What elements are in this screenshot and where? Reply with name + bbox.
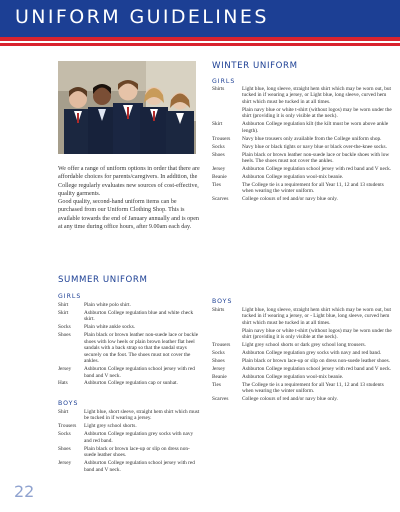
winter-boys-list [212, 307, 392, 404]
students-photo-illustration [58, 61, 196, 154]
list-item [212, 358, 392, 364]
header-banner [0, 0, 400, 37]
list-item [58, 324, 200, 330]
item-label: Scarves [212, 396, 229, 403]
item-label: Socks [212, 350, 225, 357]
item-value: Navy blue trousers only available from the College uniform shop. [242, 135, 382, 142]
list-item [58, 446, 200, 459]
intro-paragraph-2: Good quality, second-hand uniform items can be purchased from our Uniform Clothing Shop. This is available towards the end of January annually and is open at any time during office hours, after 9.00am each day. [58, 199, 199, 230]
item-value: Plain white polo shirt. [84, 302, 131, 308]
item-value: Light blue, short sleeve, straight hem shirt which must be tucked in if wearing a jersey. [84, 409, 200, 422]
item-label [212, 328, 242, 341]
list-item [212, 86, 392, 105]
summer-uniform-heading: SUMMER UNIFORM [58, 275, 148, 285]
item-label: Trousers [212, 135, 231, 142]
list-item [58, 380, 200, 386]
list-item [212, 152, 392, 165]
list-item [58, 332, 200, 364]
list-item [212, 350, 392, 356]
winter-boys-heading: BOYS [212, 298, 233, 305]
list-item [58, 431, 200, 444]
item-value: Ashburton College regulation school jersey with red band and V neck. [242, 165, 392, 172]
item-value: Plain black or brown lace-up or slip on dress non-suede leather shoes. [242, 358, 390, 365]
item-label: Skirt [58, 309, 69, 316]
item-label: Jersey [58, 366, 72, 373]
item-value: Light grey school shorts. [84, 423, 137, 430]
item-label: Scarves [212, 196, 229, 203]
item-value: Ashburton College regulation blue and white check skirt. [84, 309, 194, 323]
item-label: Socks [58, 431, 71, 438]
item-label: Shoes [212, 151, 225, 158]
item-value: College colours of red and/or navy blue only. [242, 196, 338, 203]
list-item [212, 121, 392, 134]
list-item [212, 396, 392, 402]
item-value: Ashburton College regulation grey socks with navy and red band. [84, 431, 194, 444]
item-value: Ashburton College regulation wool-mix beanie. [242, 374, 344, 381]
item-label: Shoes [58, 332, 71, 339]
red-stripe-lower [0, 43, 400, 46]
item-value: Ashburton College regulation grey socks with navy and red band. [242, 350, 382, 357]
item-label: Jersey [212, 366, 226, 373]
list-item [212, 342, 392, 348]
winter-uniform-heading: WINTER UNIFORM [212, 61, 298, 71]
item-value: Light blue, long sleeve, straight hem shirt which may be worn out, but tucked in if wearing a jersey, or - Light blue, long sleeve, curved hem shirt which must be tucked in at all times. [242, 307, 392, 326]
item-label: Hats [58, 380, 68, 387]
summer-girls-list [58, 302, 200, 388]
item-value: Light grey school shorts or dark grey school long trousers. [242, 342, 366, 349]
item-value: The College tie is a requirement for all Year 11, 12 and 13 students when wearing the winter uniform. [242, 382, 384, 395]
item-label: Shirts [212, 307, 225, 313]
item-value: Ashburton College regulation cap or sunhat. [84, 380, 178, 387]
list-item [58, 302, 200, 308]
item-value: Ashburton College regulation school jersey with red band and V neck. [84, 366, 195, 379]
item-value: Plain navy blue or white t-shirt (without logos) may be worn under the shirt (providing it is only visible at the neck). [242, 106, 392, 120]
item-value: The College tie is a requirement for all Year 11, 12 and 13 students when wearing the winter uniform. [242, 181, 384, 195]
summer-girls-heading: GIRLS [58, 293, 82, 300]
list-item [212, 166, 392, 172]
intro-paragraph-1: We offer a range of uniform options in order that there are affordable choices for parents/caregivers. In addition, the College regularly evaluates new sources of cost-effective, quality garments. [58, 166, 200, 197]
item-value: Plain navy blue or white t-shirt (without logos) may be worn under the shirt (providing it is only visible at the neck). [242, 327, 392, 341]
list-item [58, 310, 200, 323]
summer-boys-heading: BOYS [58, 400, 79, 407]
list-item [212, 374, 392, 380]
item-value: Light blue, long sleeve, straight hem shirt which may be worn out, but tucked in if wearing a jersey, or Light blue, long sleeve, curved hem shirt which must be tucked in at all times. [242, 86, 392, 105]
students-photo [58, 61, 196, 154]
page-title: UNIFORM GUIDELINES [15, 6, 269, 28]
list-item [212, 144, 392, 150]
list-item [212, 174, 392, 180]
item-label: Shirt [58, 409, 69, 415]
item-label: Trousers [58, 423, 77, 430]
item-value: Ashburton College regulation school jersey with red band and V neck. [84, 460, 195, 473]
item-label: Socks [212, 143, 225, 150]
list-item [212, 382, 392, 395]
item-label: Shoes [58, 445, 71, 452]
item-label: Ties [212, 382, 221, 389]
list-item [212, 136, 392, 142]
item-value: Ashburton College regulation school jersey with red band and V neck. [242, 366, 392, 373]
item-value: Plain black or brown leather non-suede lace or buckle shoes with low heels. The shoes must not cover the ankles. [242, 151, 390, 165]
item-label: Jersey [58, 460, 72, 467]
list-item [212, 307, 392, 326]
item-value: Navy blue or black tights or navy blue or black over-the-knee socks. [242, 143, 387, 150]
list-item [58, 409, 200, 422]
item-label: Shirts [212, 86, 225, 92]
item-label: Jersey [212, 165, 226, 172]
list-item [212, 328, 392, 341]
item-value: Ashburton College regulation kilt (the kilt must be worn above ankle length). [242, 121, 389, 134]
item-label: Ties [212, 181, 221, 188]
list-item [212, 182, 392, 195]
list-item [58, 366, 200, 379]
item-label [212, 107, 242, 120]
item-label: Skirt [212, 121, 223, 128]
list-item [212, 366, 392, 372]
item-label: Trousers [212, 342, 231, 349]
item-label: Shoes [212, 358, 225, 365]
list-item [58, 423, 200, 429]
summer-boys-list [58, 409, 200, 475]
item-label: Shirt [58, 302, 69, 308]
item-value: Plain black or brown lace-up or slip on dress non-suede leather shoes. [84, 445, 190, 459]
item-value: Plain white ankle socks. [84, 324, 136, 331]
intro-text [58, 165, 200, 231]
list-item [212, 107, 392, 120]
list-item [212, 196, 392, 202]
page-number: 22 [14, 482, 35, 501]
item-value: College colours of red and/or navy blue only. [242, 396, 338, 403]
item-label: Socks [58, 324, 71, 331]
item-label: Beanie [212, 374, 227, 381]
list-item [58, 460, 200, 473]
winter-girls-list [212, 86, 392, 204]
winter-girls-heading: GIRLS [212, 78, 236, 85]
item-value: Plain black or brown leather non-suede lace or buckle shoes with low heels or plain brown leather flat heel sandals with a back strap so that the sandal stays securely on the foot. The shoes must not cover the ankles. [84, 332, 199, 365]
item-value: Ashburton College regulation wool-mix beanie. [242, 173, 344, 180]
item-label: Beanie [212, 173, 227, 180]
